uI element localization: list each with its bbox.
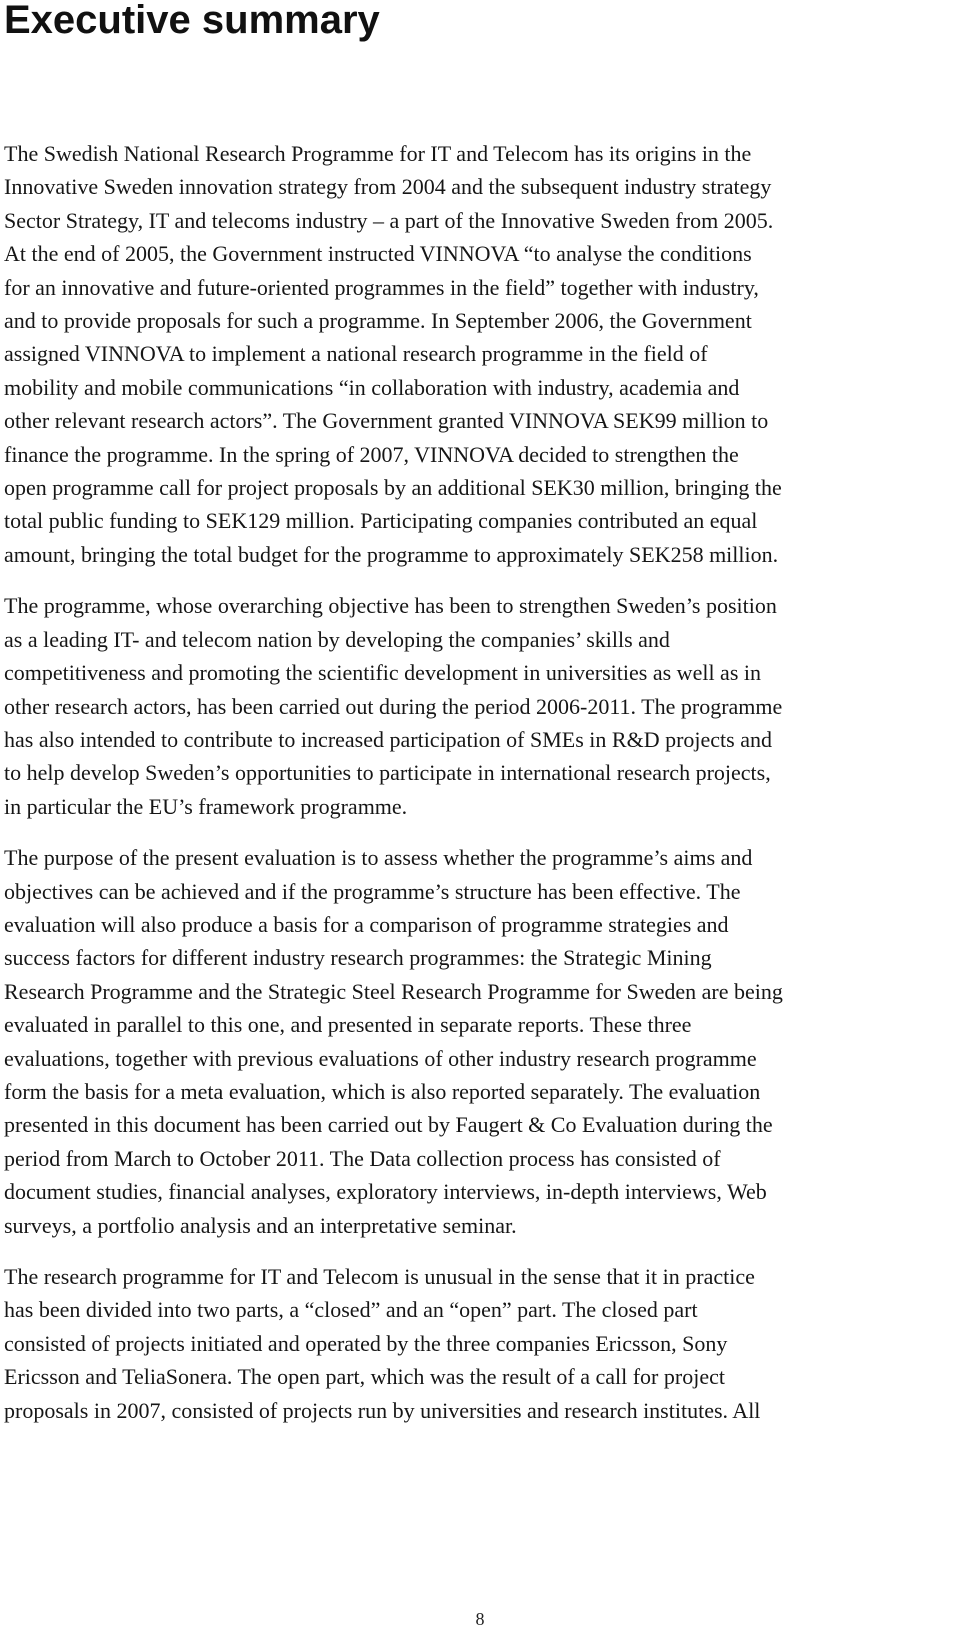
text-line: other research actors, has been carried out during the period 2006-2011. The programme [4, 693, 783, 719]
text-line: Innovative Sweden innovation strategy from 2004 and the subsequent industry strategy [4, 174, 772, 200]
text-line: amount, bringing the total budget for the programme to approximately SEK258 million. [4, 541, 779, 567]
text-line: evaluations, together with previous evaluations of other industry research programme [4, 1045, 757, 1071]
text-line: has been divided into two parts, a “closed” and an “open” part. The closed part [4, 1297, 698, 1323]
text-line: Sector Strategy, IT and telecoms industry – a part of the Innovative Sweden from 2005. [4, 207, 774, 233]
text-line: open programme call for project proposals by an additional SEK30 million, bringing the [4, 475, 782, 501]
text-line: assigned VINNOVA to implement a national research programme in the field of [4, 341, 708, 367]
text-line: Ericsson and TeliaSonera. The open part, which was the result of a call for project [4, 1364, 725, 1390]
document-body [4, 137, 958, 1445]
paragraph-origins [4, 137, 958, 571]
text-line: The purpose of the present evaluation is to assess whether the programme’s aims and [4, 845, 753, 871]
text-line: mobility and mobile communications “in collaboration with industry, academia and [4, 374, 740, 400]
text-line: has also intended to contribute to increased participation of SMEs in R&D projects and [4, 726, 772, 752]
text-line: success factors for different industry research programmes: the Strategic Mining [4, 945, 712, 971]
text-line: and to provide proposals for such a programme. In September 2006, the Government [4, 308, 752, 334]
page-title: Executive summary [4, 0, 380, 42]
text-line: consisted of projects initiated and operated by the three companies Ericsson, Sony [4, 1330, 728, 1356]
paragraph-objective [4, 589, 958, 823]
text-line: proposals in 2007, consisted of projects run by universities and research institutes. All [4, 1397, 761, 1423]
text-line: period from March to October 2011. The Data collection process has consisted of [4, 1145, 721, 1171]
text-line: objectives can be achieved and if the programme’s structure has been effective. The [4, 878, 741, 904]
text-line: document studies, financial analyses, exploratory interviews, in-depth interviews, Web [4, 1179, 767, 1205]
text-line: presented in this document has been carried out by Faugert & Co Evaluation during the [4, 1112, 773, 1138]
text-line: in particular the EU’s framework programme. [4, 793, 408, 819]
text-line: finance the programme. In the spring of 2007, VINNOVA decided to strengthen the [4, 441, 739, 467]
text-line: The research programme for IT and Telecom is unusual in the sense that it in practice [4, 1264, 755, 1289]
page-number: 8 [475, 1609, 485, 1629]
text-line: evaluated in parallel to this one, and presented in separate reports. These three [4, 1012, 692, 1038]
text-line: form the basis for a meta evaluation, which is also reported separately. The evaluation [4, 1078, 761, 1104]
paragraph-evaluation-purpose [4, 841, 958, 1242]
text-line: evaluation will also produce a basis for a comparison of programme strategies and [4, 911, 729, 937]
text-line: surveys, a portfolio analysis and an interpretative seminar. [4, 1212, 517, 1238]
text-line: for an innovative and future-oriented programmes in the field” together with industry, [4, 274, 759, 300]
text-line: total public funding to SEK129 million. Participating companies contributed an equal [4, 508, 758, 534]
paragraph-programme-structure [4, 1260, 958, 1427]
text-line: other relevant research actors”. The Government granted VINNOVA SEK99 million to [4, 408, 769, 434]
text-line: At the end of 2005, the Government instructed VINNOVA “to analyse the conditions [4, 241, 752, 267]
text-line: competitiveness and promoting the scientific development in universities as well as in [4, 660, 761, 686]
text-line: as a leading IT- and telecom nation by developing the companies’ skills and [4, 626, 670, 652]
text-line: The programme, whose overarching objective has been to strengthen Sweden’s position [4, 593, 777, 619]
text-line: The Swedish National Research Programme for IT and Telecom has its origins in the [4, 141, 752, 166]
text-line: Research Programme and the Strategic Steel Research Programme for Sweden are being [4, 978, 783, 1004]
text-line: to help develop Sweden’s opportunities to participate in international research projects, [4, 760, 771, 786]
